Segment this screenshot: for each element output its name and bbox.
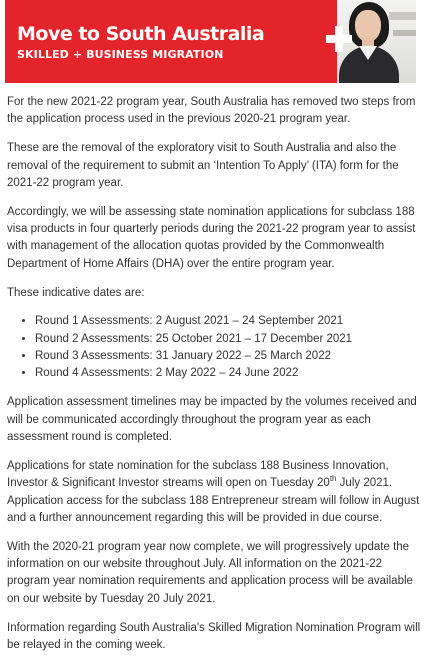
list-item: • Round 4 Assessments: 2 May 2022 – 24 June 2022 <box>35 365 421 382</box>
paragraph-intro: For the new 2021-22 program year, South Australia has removed two steps from the application process used in the previous 2020-21 program year. <box>7 96 416 126</box>
article-body <box>7 94 421 666</box>
banner <box>5 0 416 83</box>
paragraph-dates-intro: These indicative dates are: <box>7 286 145 299</box>
paragraph-applications <box>7 458 421 528</box>
rounds-list <box>7 313 421 383</box>
paragraph-website-update: With the 2020-21 program year now complete, we will progressively update the information on our website throughout July. All information on the 2021-22 program year nomination requirements and application process will be available on our website by Tuesday 20 July 2021. <box>7 540 413 605</box>
paragraph-assessment: Accordingly, we will be assessing state nomination applications for subclass 188 visa products in four quarterly periods during the 2021-22 program year to assist with management of the allocation quotas provided by the Commonwealth Department of Home Affairs (DHA) over the entire program year. <box>7 205 416 270</box>
plus-icon <box>324 24 354 54</box>
applications-text-a: Applications for state nomination for the subclass 188 Business Innovation, Investor & Significant Investor streams will open on Tuesday 20 <box>7 459 389 490</box>
banner-title: Move to South Australia <box>17 23 265 45</box>
banner-subtitle: SKILLED + BUSINESS MIGRATION <box>17 48 224 61</box>
paragraph-removals: These are the removal of the exploratory visit to South Australia and also the removal of the requirement to submit an ‘Intention To Apply’ (ITA) form for the 2021-22 program year. <box>7 142 399 189</box>
list-item: • Round 3 Assessments: 31 January 2022 – 25 March 2022 <box>35 348 421 365</box>
applications-text-b: July 2021. Application access for the subclass 188 Entrepreneur stream will follow in August and a further announcement regarding this will be provided in due course. <box>7 477 420 524</box>
list-item: • Round 1 Assessments: 2 August 2021 – 24 September 2021 <box>35 313 421 330</box>
applications-ordinal: th <box>329 474 337 484</box>
paragraph-timelines: Application assessment timelines may be impacted by the volumes received and will be communicated accordingly throughout the program year as each assessment round is completed. <box>7 396 417 443</box>
paragraph-program-info: Information regarding South Australia's Skilled Migration Nomination Program will be relayed in the coming week. <box>7 621 421 651</box>
list-item: • Round 2 Assessments: 25 October 2021 – 17 December 2021 <box>35 331 421 348</box>
